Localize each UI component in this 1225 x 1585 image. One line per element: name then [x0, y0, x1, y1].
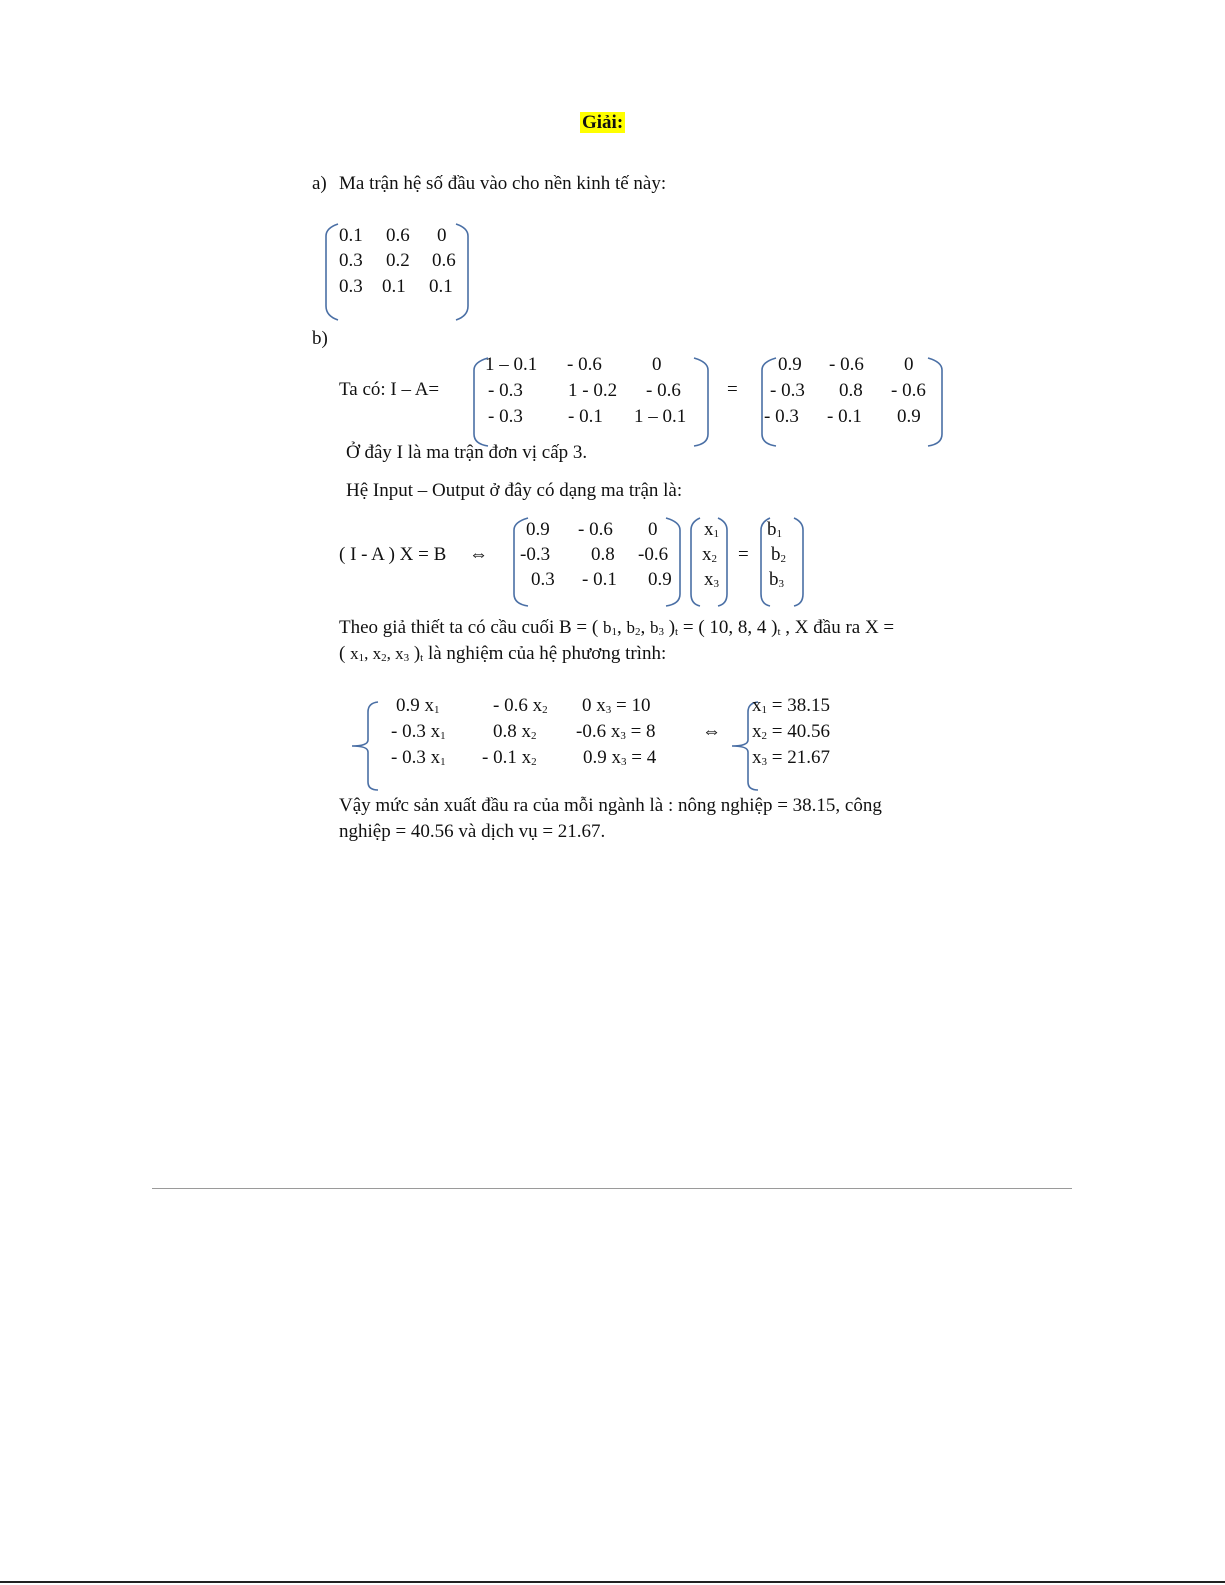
solution-value: $x_3 = 21.67$ [752, 747, 830, 768]
vector-entry: $x_1$ [704, 519, 719, 540]
equation-term: 0 $x_3 = 10$ [582, 695, 651, 716]
bottom-border [0, 1581, 1225, 1583]
hypothesis-line-2: ( $x_1$, $x_2$, $x_3$ )$_t$ là nghiệm của hệ phương trình: [339, 643, 667, 664]
matrix-cell: -0.3 [520, 544, 551, 565]
ta-co-label: Ta có: I – A= [339, 379, 440, 400]
vector-entry: $b_2$ [771, 544, 786, 565]
equals-sign: = [738, 544, 749, 565]
vector-right-bracket [792, 516, 806, 608]
equation-term: 0.9 $x_1$ [396, 695, 440, 716]
solution-value: $x_2 = 40.56$ [752, 721, 830, 742]
system-left-brace [348, 700, 382, 792]
vector-entry: $x_3$ [704, 569, 719, 590]
matrix-cell: - 0.6 [646, 380, 681, 401]
matrix-right-bracket [690, 356, 712, 448]
matrix-cell: - 0.6 [567, 354, 602, 375]
part-a-label: a) [312, 173, 327, 194]
matrix-cell: 0.1 [339, 225, 363, 246]
matrix-cell: 0.9 [648, 569, 672, 590]
matrix-cell: 0 [437, 225, 447, 246]
matrix-cell: 0.1 [429, 276, 453, 297]
equation-term: -0.6 $x_3 = 8$ [576, 721, 656, 742]
equation-term: - 0.3 $x_1$ [391, 721, 446, 742]
matrix-cell: 0 [904, 354, 914, 375]
matrix-cell: 1 - 0.2 [568, 380, 618, 401]
matrix-cell: 0 [652, 354, 662, 375]
page-title: Giải: [582, 112, 624, 133]
matrix-cell: - 0.1 [568, 406, 603, 427]
conclusion-line-2: nghiệp = 40.56 và dịch vụ = 21.67. [339, 821, 606, 842]
page-divider [152, 1188, 1072, 1189]
matrix-cell: 0.9 [526, 519, 550, 540]
matrix-cell: 0.8 [591, 544, 615, 565]
equation-term: - 0.3 $x_1$ [391, 747, 446, 768]
hypothesis-line-1: Theo giả thiết ta có cầu cuối B = ( $b_1$, $b_2$, $b_3$ )$_t$ = ( 10, 8, 4 )$_t$ , X đầu ra X = [339, 617, 895, 638]
matrix-cell: 1 – 0.1 [485, 354, 538, 375]
equals-sign: = [727, 379, 738, 400]
conclusion-line-1: Vậy mức sản xuất đầu ra của mỗi ngành là : nông nghiệp = 38.15, công [339, 795, 882, 816]
matrix-cell: - 0.6 [578, 519, 613, 540]
matrix-cell: -0.6 [638, 544, 669, 565]
matrix-right-bracket [452, 222, 472, 322]
vector-left-bracket [688, 516, 702, 608]
equation-term: - 0.1 $x_2$ [482, 747, 537, 768]
part-a-text: Ma trận hệ số đầu vào cho nền kinh tế này: [339, 173, 667, 194]
equation-term: 0.9 $x_3 = 4$ [583, 747, 657, 768]
vector-entry: $x_2$ [702, 544, 717, 565]
matrix-cell: - 0.1 [582, 569, 617, 590]
matrix-cell: 0.8 [839, 380, 863, 401]
matrix-cell: 0.2 [386, 250, 410, 271]
matrix-cell: 0.6 [432, 250, 456, 271]
matrix-cell: - 0.3 [770, 380, 805, 401]
matrix-cell: - 0.6 [891, 380, 926, 401]
matrix-right-bracket [924, 356, 946, 448]
matrix-cell: 0 [648, 519, 658, 540]
matrix-cell: 0.3 [339, 250, 363, 271]
equation-term: 0.8 $x_2$ [493, 721, 537, 742]
system-note: Hệ Input – Output ở đây có dạng ma trận là: [346, 480, 683, 501]
matrix-cell: - 0.3 [488, 380, 523, 401]
vector-entry: $b_3$ [769, 569, 784, 590]
equivalence-symbol: ⇔ [702, 721, 721, 742]
equivalence-symbol: ⇔ [469, 544, 488, 565]
part-b-label: b) [312, 328, 328, 349]
equation-label: ( I - A ) X = B [339, 544, 447, 565]
equation-term: - 0.6 $x_2$ [493, 695, 548, 716]
matrix-cell: - 0.1 [827, 406, 862, 427]
matrix-cell: 0.3 [339, 276, 363, 297]
matrix-left-bracket [758, 356, 780, 448]
matrix-cell: 0.1 [382, 276, 406, 297]
matrix-cell: - 0.6 [829, 354, 864, 375]
matrix-cell: 0.9 [897, 406, 921, 427]
matrix-cell: 1 – 0.1 [634, 406, 687, 427]
matrix-cell: 0.9 [778, 354, 802, 375]
matrix-cell: - 0.3 [764, 406, 799, 427]
identity-note: Ở đây I là ma trận đơn vị cấp 3. [346, 442, 588, 463]
matrix-cell: 0.3 [531, 569, 555, 590]
vector-entry: $b_1$ [767, 519, 782, 540]
matrix-cell: - 0.3 [488, 406, 523, 427]
solution-value: $x_1 = 38.15$ [752, 695, 830, 716]
matrix-cell: 0.6 [386, 225, 410, 246]
